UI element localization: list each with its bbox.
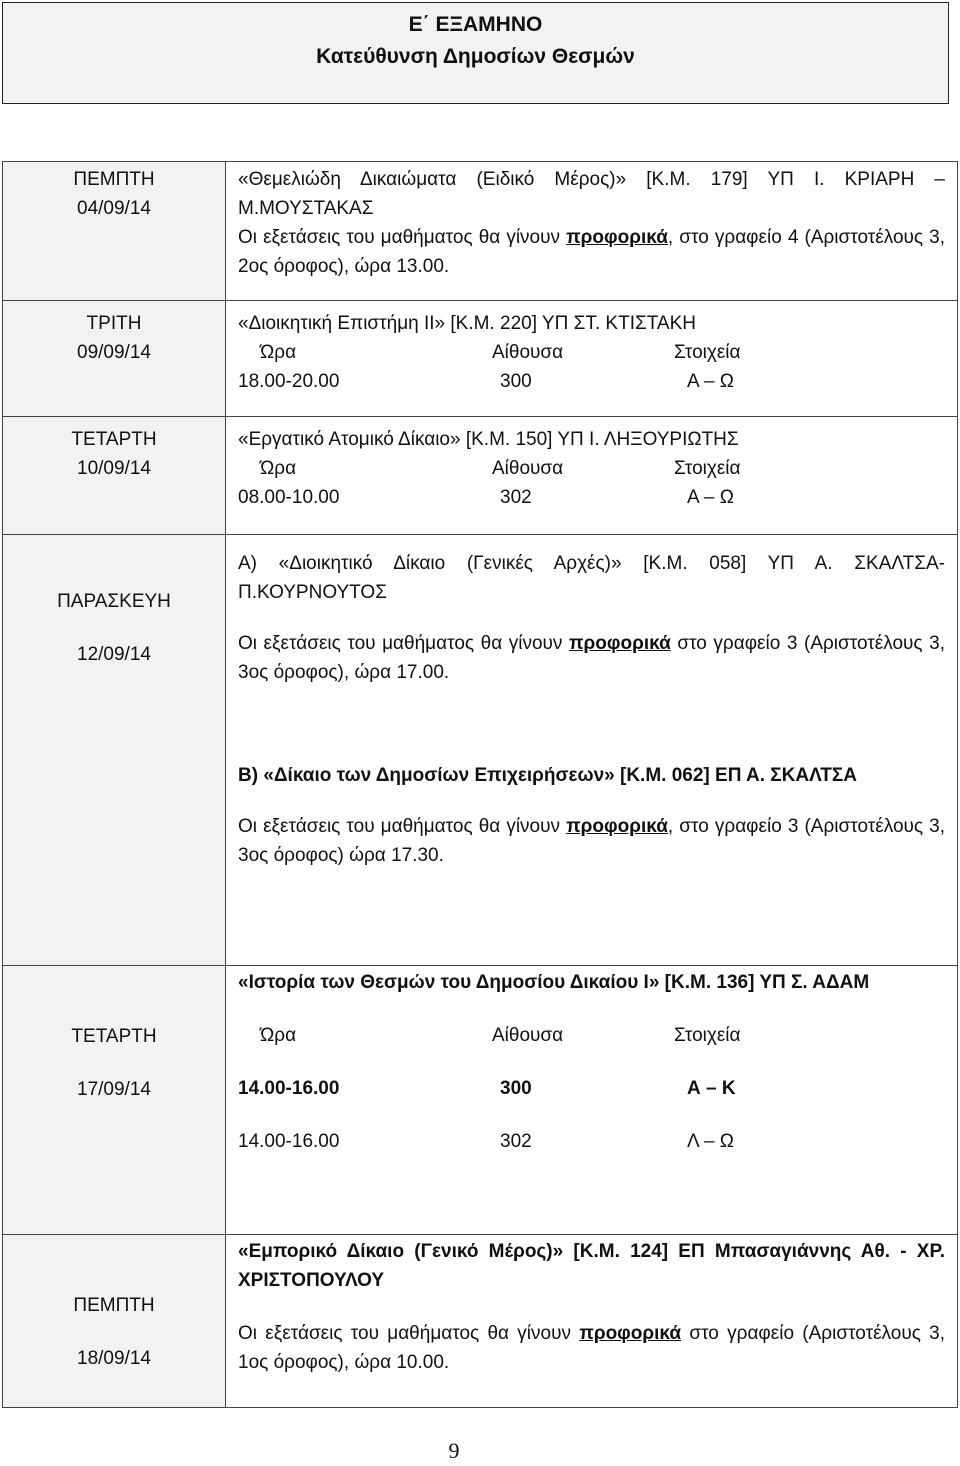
day-name: ΤΕΤΑΡΤΗ xyxy=(71,429,157,450)
time-value: 14.00-16.00 xyxy=(238,1078,340,1099)
day-cell xyxy=(3,1235,226,1408)
exam-schedule-table xyxy=(2,161,958,1408)
day-name: ΤΡΙΤΗ xyxy=(86,313,142,334)
course-cell xyxy=(226,966,958,1235)
time-value: 14.00-16.00 xyxy=(238,1131,340,1152)
day-name: ΤΕΤΑΡΤΗ xyxy=(71,1026,157,1047)
schedule-grid xyxy=(238,338,945,396)
page-number: 9 xyxy=(448,1438,460,1463)
direction-title: Κατεύθυνση Δημοσίων Θεσμών xyxy=(316,45,635,68)
course-title: «Εργατικό Ατομικό Δίκαιο» [Κ.Μ. 150] ΥΠ Ι. ΛΗΞΟΥΡΙΩΤΗΣ xyxy=(238,429,739,450)
schedule-grid xyxy=(238,1021,945,1156)
day-date: 12/09/14 xyxy=(77,644,151,665)
course-cell xyxy=(226,162,958,301)
day-cell xyxy=(3,301,226,417)
day-name: ΠΕΜΠΤΗ xyxy=(73,1295,155,1316)
col-range-header: Στοιχεία xyxy=(674,458,741,479)
course-title: «Θεμελιώδη Δικαιώματα (Ειδικό Μέρος)» [Κ.Μ. 179] ΥΠ Ι. ΚΡΙΑΡΗ – Μ.ΜΟΥΣΤΑΚΑΣ xyxy=(238,169,945,219)
col-time-header: Ώρα xyxy=(260,458,297,479)
exam-note-a: Οι εξετάσεις του μαθήματος θα γίνουν προφορικά στο γραφείο 3 (Αριστοτέλους 3, 3ος όροφος), ώρα 17.00. xyxy=(238,633,945,683)
room-value: 300 xyxy=(500,371,532,392)
day-date: 18/09/14 xyxy=(77,1348,151,1369)
course-a-title: Α) «Διοικητικό Δίκαιο (Γενικές Αρχές)» [Κ.Μ. 058] ΥΠ Α. ΣΚΑΛΤΣΑ-Π.ΚΟΥΡΝΟΥΤΟΣ xyxy=(238,553,945,603)
col-range-header: Στοιχεία xyxy=(674,342,741,363)
table-row xyxy=(3,535,958,966)
day-name: ΠΑΡΑΣΚΕΥΗ xyxy=(57,591,171,612)
range-value: Α – Ω xyxy=(687,371,734,392)
col-room-header: Αίθουσα xyxy=(492,458,564,479)
course-title: «Εμπορικό Δίκαιο (Γενικό Μέρος)» [Κ.Μ. 124] ΕΠ Μπασαγιάννης Αθ. - ΧΡ. ΧΡΙΣΤΟΠΟΥΛΟΥ xyxy=(238,1241,945,1291)
course-title: «Ιστορία των Θεσμών του Δημοσίου Δικαίου Ι» [Κ.Μ. 136] ΥΠ Σ. ΑΔΑΜ xyxy=(238,972,870,993)
exam-note: Οι εξετάσεις του μαθήματος θα γίνουν προφορικά στο γραφείο (Αριστοτέλους 3, 1ος όροφος), ώρα 10.00. xyxy=(238,1323,945,1373)
day-cell xyxy=(3,417,226,535)
course-b-title: Β) «Δίκαιο των Δημοσίων Επιχειρήσεων» [Κ.Μ. 062] ΕΠ Α. ΣΚΑΛΤΣΑ xyxy=(238,765,857,786)
exam-note-b: Οι εξετάσεις του μαθήματος θα γίνουν προφορικά, στο γραφείο 3 (Αριστοτέλους 3, 3ος όροφος) ώρα 17.30. xyxy=(238,816,945,866)
course-title: «Διοικητική Επιστήμη ΙΙ» [Κ.Μ. 220] ΥΠ ΣΤ. ΚΤΙΣΤΑΚΗ xyxy=(238,313,696,334)
range-value: Α – Ω xyxy=(687,487,734,508)
day-cell xyxy=(3,966,226,1235)
day-date: 17/09/14 xyxy=(77,1079,151,1100)
room-value: 300 xyxy=(500,1078,532,1099)
col-time-header: Ώρα xyxy=(260,1025,297,1046)
semester-title: Ε΄ ΕΞΑΜΗΝΟ xyxy=(408,13,543,36)
col-room-header: Αίθουσα xyxy=(492,1025,564,1046)
course-cell xyxy=(226,1235,958,1408)
course-cell xyxy=(226,301,958,417)
course-cell xyxy=(226,417,958,535)
table-row xyxy=(3,966,958,1235)
exam-note: Οι εξετάσεις του μαθήματος θα γίνουν προφορικά, στο γραφείο 4 (Αριστοτέλους 3, 2ος όροφος), ώρα 13.00. xyxy=(238,227,945,277)
col-room-header: Αίθουσα xyxy=(492,342,564,363)
range-value: Λ – Ω xyxy=(687,1131,734,1152)
col-range-header: Στοιχεία xyxy=(674,1025,741,1046)
table-row xyxy=(3,1235,958,1408)
table-row xyxy=(3,301,958,417)
semester-header xyxy=(2,2,949,104)
day-name: ΠΕΜΠΤΗ xyxy=(73,169,155,190)
day-date: 10/09/14 xyxy=(77,458,151,479)
course-cell xyxy=(226,535,958,966)
room-value: 302 xyxy=(500,487,532,508)
day-date: 04/09/14 xyxy=(77,198,151,219)
col-time-header: Ώρα xyxy=(260,342,297,363)
schedule-grid xyxy=(238,454,945,512)
day-cell xyxy=(3,535,226,966)
day-date: 09/09/14 xyxy=(77,342,151,363)
time-value: 18.00-20.00 xyxy=(238,371,340,392)
room-value: 302 xyxy=(500,1131,532,1152)
range-value: Α – Κ xyxy=(687,1078,736,1099)
time-value: 08.00-10.00 xyxy=(238,487,340,508)
day-cell xyxy=(3,162,226,301)
table-row xyxy=(3,417,958,535)
table-row xyxy=(3,162,958,301)
